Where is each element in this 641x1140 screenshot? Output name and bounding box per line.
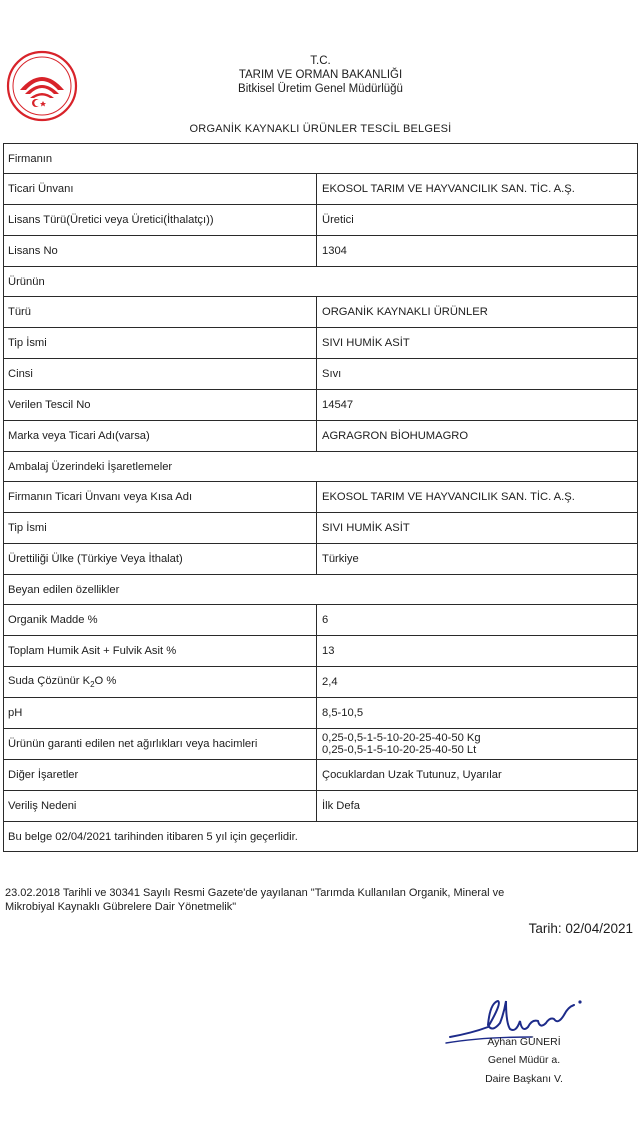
table-row <box>4 205 638 236</box>
field-value: 1304 <box>317 236 638 267</box>
signer-name: Ayhan GÜNERİ <box>487 1036 561 1048</box>
field-label: Türü <box>4 297 317 328</box>
field-value: Türkiye <box>317 544 638 575</box>
field-label: Veriliş Nedeni <box>4 791 317 822</box>
table-row <box>4 390 638 421</box>
field-label: Marka veya Ticari Adı(varsa) <box>4 421 317 452</box>
field-label <box>4 667 317 698</box>
field-label: Ürettiliği Ülke (Türkiye Veya İthalat) <box>4 544 317 575</box>
section-header: Firmanın <box>4 144 638 174</box>
table-row <box>4 482 638 513</box>
certificate-table <box>3 143 638 852</box>
field-value: 2,4 <box>317 667 638 698</box>
header-tc: T.C. <box>310 55 331 67</box>
section-header: Ambalaj Üzerindeki İşaretlemeler <box>4 452 638 482</box>
field-value: SIVI HUMİK ASİT <box>317 513 638 544</box>
regulation-note-line1: 23.02.2018 Tarihli ve 30341 Sayılı Resmi Gazete'de yayılanan "Tarımda Kullanılan Organik, Mineral ve <box>5 887 505 899</box>
table-row <box>4 575 638 605</box>
field-value: 14547 <box>317 390 638 421</box>
field-label: Diğer İşaretler <box>4 760 317 791</box>
regulation-note-line2: Mikrobiyal Kaynaklı Gübrelere Dair Yönetmelik" <box>5 901 237 913</box>
label-subscript: 2 <box>90 680 95 690</box>
field-value: 8,5-10,5 <box>317 698 638 729</box>
header-directorate: Bitkisel Üretim Genel Müdürlüğü <box>238 83 403 95</box>
field-label: Verilen Tescil No <box>4 390 317 421</box>
table-row <box>4 760 638 791</box>
field-value: AGRAGRON BİOHUMAGRO <box>317 421 638 452</box>
table-row <box>4 174 638 205</box>
label-text: O % <box>94 674 117 687</box>
table-row <box>4 452 638 482</box>
table-row <box>4 359 638 390</box>
field-label: Ürünün garanti edilen net ağırlıkları veya hacimleri <box>4 729 317 760</box>
certificate-title: ORGANİK KAYNAKLI ÜRÜNLER TESCİL BELGESİ <box>189 123 452 135</box>
section-header: Ürünün <box>4 267 638 297</box>
table-row <box>4 667 638 698</box>
header-ministry: TARIM VE ORMAN BAKANLIĞI <box>238 69 403 81</box>
table-row <box>4 822 638 852</box>
field-label: Lisans No <box>4 236 317 267</box>
field-value: Üretici <box>317 205 638 236</box>
table-row <box>4 236 638 267</box>
field-label: Ticari Ünvanı <box>4 174 317 205</box>
value-line: 0,25-0,5-1-5-10-20-25-40-50 Lt <box>322 744 477 756</box>
table-row <box>4 297 638 328</box>
field-label: Lisans Türü(Üretici veya Üretici(İthalatçı)) <box>4 205 317 236</box>
table-row <box>4 729 638 760</box>
field-value: 13 <box>317 636 638 667</box>
signer-title-1: Genel Müdür a. <box>487 1054 561 1066</box>
field-value: 6 <box>317 605 638 636</box>
field-label: Organik Madde % <box>4 605 317 636</box>
field-label: pH <box>4 698 317 729</box>
field-value: EKOSOL TARIM VE HAYVANCILIK SAN. TİC. A.Ş. <box>317 174 638 205</box>
table-row <box>4 544 638 575</box>
table-row <box>4 791 638 822</box>
table-row <box>4 328 638 359</box>
field-label: Cinsi <box>4 359 317 390</box>
label-text: Suda Çözünür K <box>8 674 91 687</box>
field-value: İlk Defa <box>317 791 638 822</box>
section-header: Beyan edilen özellikler <box>4 575 638 605</box>
field-label: Toplam Humik Asit + Fulvik Asit % <box>4 636 317 667</box>
field-value: EKOSOL TARIM VE HAYVANCILIK SAN. TİC. A.Ş. <box>317 482 638 513</box>
field-value: ORGANİK KAYNAKLI ÜRÜNLER <box>317 297 638 328</box>
field-value: Sıvı <box>317 359 638 390</box>
signer-title-2: Daire Başkanı V. <box>485 1073 563 1085</box>
field-value <box>317 729 638 760</box>
table-row <box>4 267 638 297</box>
field-label: Tip İsmi <box>4 513 317 544</box>
field-label: Firmanın Ticari Ünvanı veya Kısa Adı <box>4 482 317 513</box>
value-line: 0,25-0,5-1-5-10-20-25-40-50 Kg <box>322 732 481 744</box>
table-row <box>4 513 638 544</box>
field-label: Tip İsmi <box>4 328 317 359</box>
table-row <box>4 698 638 729</box>
table-row <box>4 144 638 174</box>
issue-date: Tarih: 02/04/2021 <box>528 921 633 936</box>
field-value: SIVI HUMİK ASİT <box>317 328 638 359</box>
section-header: Bu belge 02/04/2021 tarihinden itibaren 5 yıl için geçerlidir. <box>4 822 638 852</box>
table-row <box>4 636 638 667</box>
table-row <box>4 421 638 452</box>
field-value: Çocuklardan Uzak Tutunuz, Uyarılar <box>317 760 638 791</box>
table-row <box>4 605 638 636</box>
